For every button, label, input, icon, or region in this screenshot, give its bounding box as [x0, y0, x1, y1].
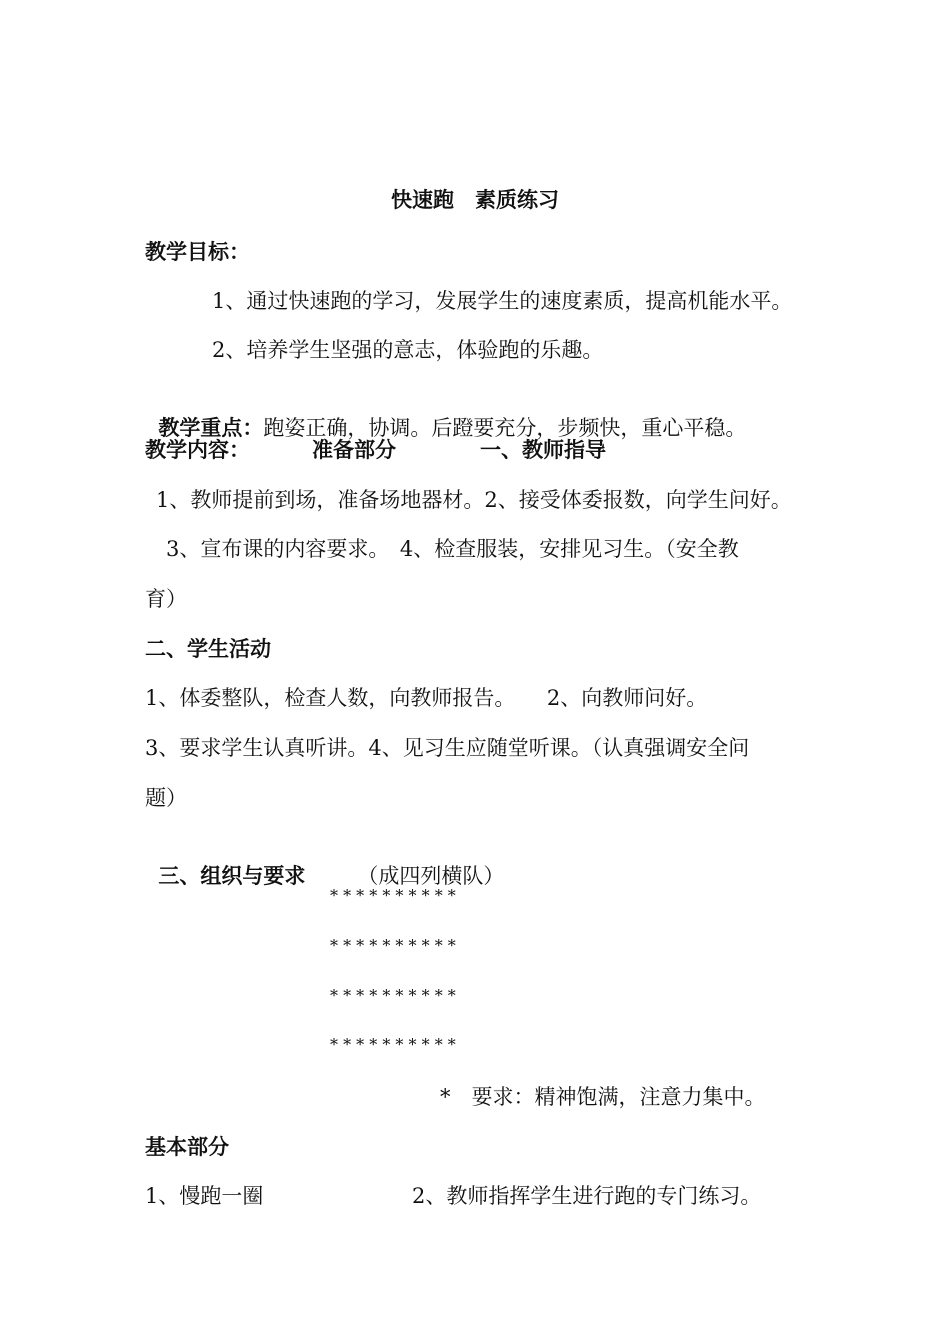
prep-line-2: 3、宣布课的内容要求。 4、检查服装，安排见习生。（安全教 [166, 537, 739, 561]
prep-line-2-cont: 育） [145, 587, 187, 611]
student-line-2: 3、要求学生认真听讲。4、见习生应随堂听课。（认真强调安全问 [145, 736, 750, 760]
key-points-text: 跑姿正确，协调。后蹬要充分，步频快，重心平稳。 [263, 416, 747, 440]
basic-line-1b: 2、教师指挥学生进行跑的专门练习。 [412, 1184, 762, 1208]
prep-line-1: 1、教师提前到场，准备场地器材。2、接受体委报数，向学生问好。 [156, 488, 792, 512]
goal-item-1: 1、通过快速跑的学习，发展学生的速度素质，提高机能水平。 [212, 289, 793, 313]
student-activity-heading: 二、学生活动 [145, 636, 271, 661]
formation-row-2: * * * * * * * * * * [330, 936, 456, 955]
prep-part-heading: 准备部分 [312, 437, 396, 462]
basic-part-heading: 基本部分 [145, 1134, 229, 1159]
student-line-2-cont: 题） [145, 786, 187, 810]
content-label: 教学内容： [145, 437, 250, 462]
organization-heading: 三、组织与要求 [158, 863, 306, 888]
page-title: 快速跑 素质练习 [391, 187, 559, 212]
goals-heading: 教学目标： [145, 239, 250, 264]
formation-row-4: * * * * * * * * * * [330, 1035, 456, 1054]
organization-note: （成四列横队） [357, 864, 505, 888]
goal-item-2: 2、培养学生坚强的意志，体验跑的乐趣。 [212, 338, 604, 362]
requirement-line: * 要求：精神饱满，注意力集中。 [440, 1085, 766, 1109]
key-points-label: 教学重点： [158, 415, 264, 440]
organization-line [145, 834, 504, 890]
formation-row-1: * * * * * * * * * * [330, 886, 456, 905]
teacher-guide-heading: 一、教师指导 [480, 437, 606, 462]
student-line-1: 1、体委整队，检查人数，向教师报告。 2、向教师问好。 [145, 686, 708, 710]
basic-line-1a: 1、慢跑一圈 [145, 1184, 264, 1208]
key-points-line [145, 386, 746, 442]
formation-row-3: * * * * * * * * * * [330, 986, 456, 1005]
